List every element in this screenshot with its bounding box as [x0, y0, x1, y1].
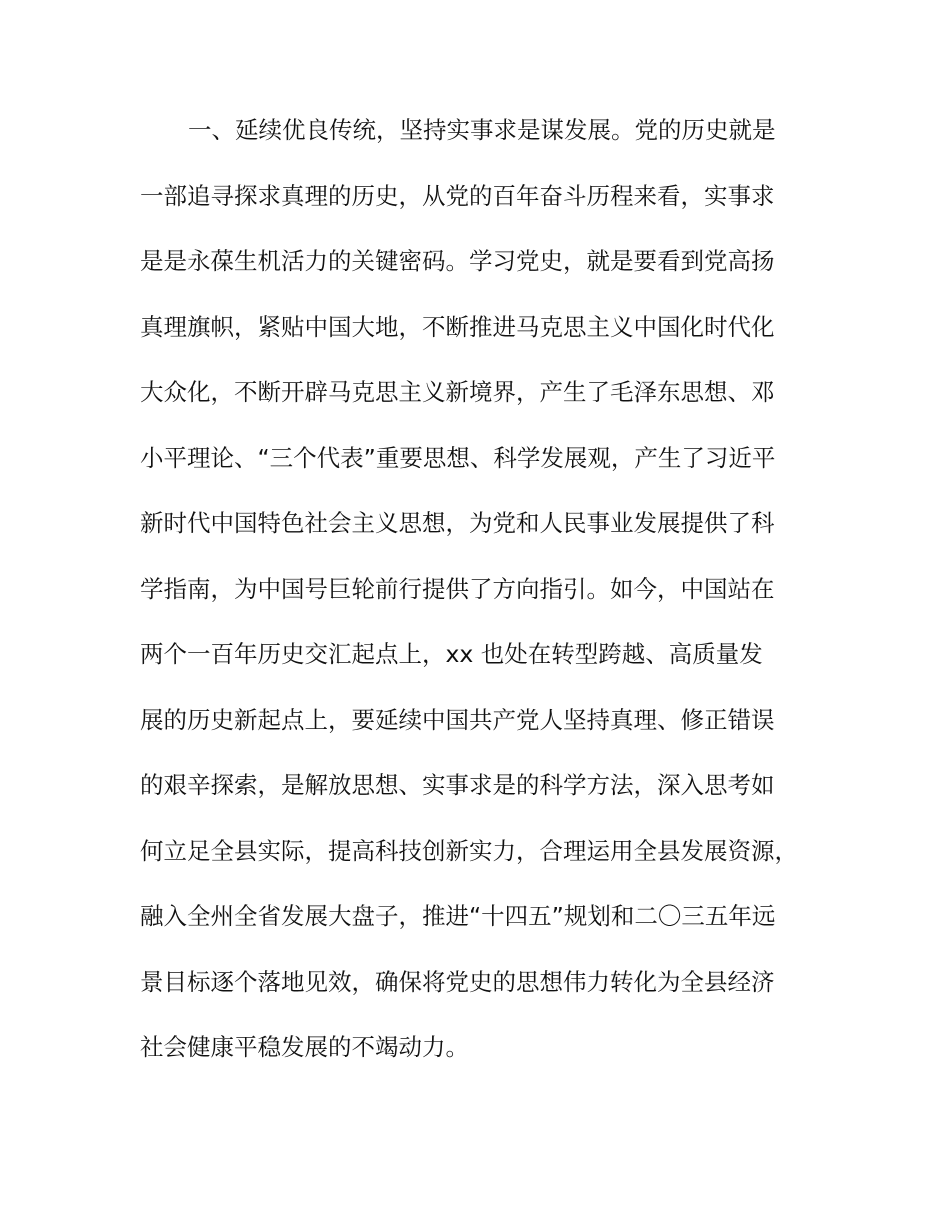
- paragraph-line-14: 景目标逐个落地见效，确保将党史的思想伟力转化为全县经济: [140, 967, 775, 996]
- paragraph-line-3: 是是永葆生机活力的关键密码。学习党史，就是要看到党高扬: [140, 247, 775, 275]
- paragraph-line-2: 一部追寻探求真理的历史，从党的百年奋斗历程来看，实事求: [140, 181, 775, 210]
- paragraph-line-5: 大众化，不断开辟马克思主义新境界，产生了毛泽东思想、邓: [140, 378, 775, 406]
- paragraph-line-15: 社会健康平稳发展的不竭动力。: [140, 1033, 469, 1061]
- paragraph-line-13: 融入全州全省发展大盘子，推进“十四五”规划和二〇三五年远: [140, 902, 776, 930]
- paragraph-line-11: 的艰辛探索，是解放思想、实事求是的科学方法，深入思考如: [140, 771, 775, 799]
- paragraph-line-6: 小平理论、“三个代表”重要思想、科学发展观，产生了习近平: [140, 443, 776, 472]
- paragraph-line-7: 新时代中国特色社会主义思想，为党和人民事业发展提供了科: [140, 509, 775, 537]
- paragraph-line-9: 两个一百年历史交汇起点上，xx 也处在转型跨越、高质量发: [140, 640, 763, 668]
- paragraph-line-1: 一、延续优良传统，坚持实事求是谋发展。党的历史就是: [188, 116, 776, 144]
- paragraph-line-12: 何立足全县实际，提高科技创新实力，合理运用全县发展资源，: [140, 836, 798, 865]
- paragraph-line-10: 展的历史新起点上，要延续中国共产党人坚持真理、修正错误: [140, 705, 775, 734]
- paragraph-line-8: 学指南，为中国号巨轮前行提供了方向指引。如今，中国站在: [140, 574, 775, 603]
- paragraph-line-4: 真理旗帜，紧贴中国大地，不断推进马克思主义中国化时代化: [140, 312, 775, 341]
- body-paragraph: [140, 98, 840, 1081]
